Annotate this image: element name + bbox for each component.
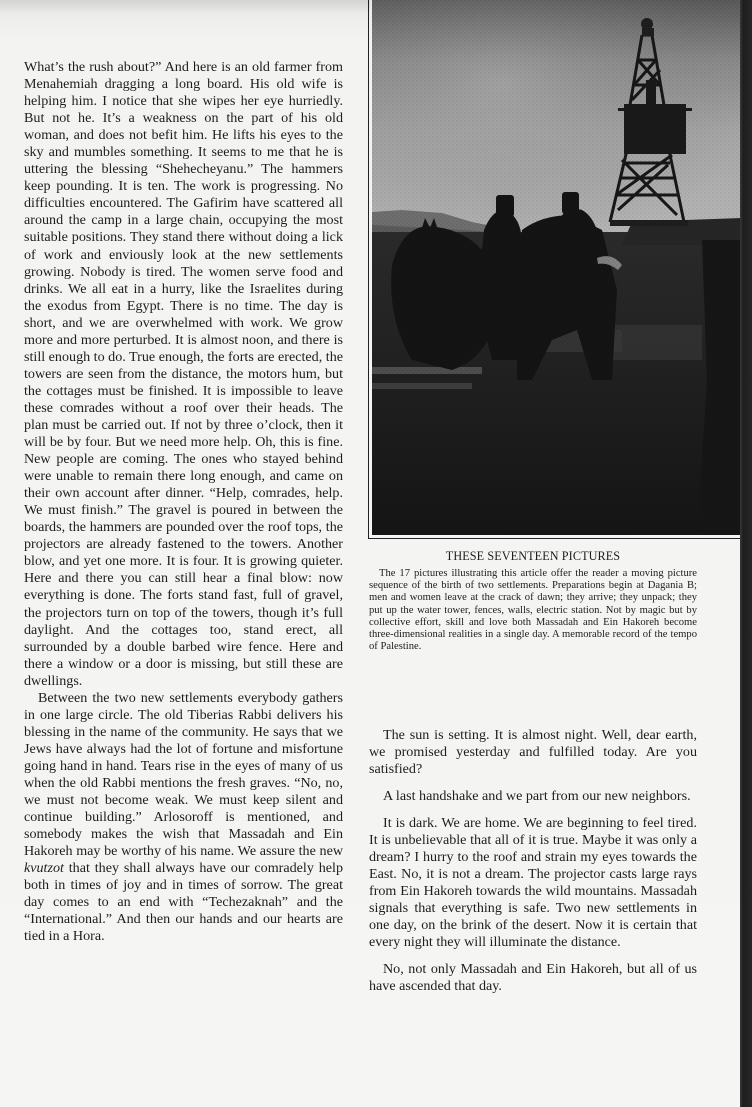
left-text-column <box>24 59 343 945</box>
caption-body: The 17 pictures illustrating this article offer the reader a moving picture sequence of the birth of two settlements. Preparations begin at Dagania B; men and women leave at the crack of dawn; they arrive; they unpack; they put up the water tower, fences, walls, electric station. Not by magic but by collective effort, skill and love both Massadah and Ein Hakoreh become three-dimensional realities in a single day. A memorable record of the tempo of Palestine. <box>369 568 697 653</box>
closing-paragraph-3: It is dark. We are home. We are beginning to feel tired. It is unbelievable that all of it is true. Maybe it was only a dream? I hurry to the roof and strain my eyes towards the East. No, it is not a dream. The projector casts large rays from Ein Hakoreh towards the wild mountains. Massadah signals that everything is safe. Two new settlements in one day, on the brink of the desert. Now it is certain that every night they will illuminate the distance. <box>369 814 697 951</box>
page-binding-edge <box>740 0 752 1107</box>
body-paragraph-1-text: What’s the rush about?” And here is an old farmer from Menahemiah dragging a long board. His old wife is helping him. I notice that she wipes her eye hurriedly. But not he. It’s a weakness on the part of his old woman, and does not befit him. He lifts his eyes to the sky and mumbles something. It seems to me that he is uttering the blessing “Shehecheyanu.” The hammers keep pounding. It is ten. The work is progressing. No difficulties encountered. The Gafirim have scattered all around the camp in a large chain, occupying the most suitable positions. They stand there without doing a lick of work and enviously look at the new settlements growing. Nobody is tired. The women serve food and drinks. We all eat in a hurry, like the Israelites during the exodus from Egypt. There is no time. The day is short, and we are overwhelmed with work. We grow more and more perturbed. It is almost noon, and there is still enough to do. True enough, the forts are erected, the towers are seen from the distance, the motors hum, but the cottages must be finished. It is impossible to leave these comrades without a roof over their heads. The plan must be carried out. If not by three o’clock, then it will be by four. But we need more help. Oh, this is fine. New people are coming. The ones who stayed behind were unable to remain there long enough, and came on their own account after dinner. “Help, comrades, help. We must finish.” The gravel is poured in between the boards, the hammers are pounded over the roof tops, the projectors are already fastened to the towers. Another blow, and yet one more. It is four. It is growing quieter. Here and there you can still hear a final blow: now everything is done. The forts stand fast, full of gravel, the projectors turn on top of the towers, though it’s full daylight. And the cottages too, stand erect, all surrounded by a double barbed wire fence. Here and there a window or a door is missing, but still these are dwellings. <box>24 59 343 689</box>
photo-caption <box>369 549 697 653</box>
right-text-column <box>369 727 697 1005</box>
photo-frame <box>368 0 741 539</box>
closing-paragraph-2: A last handshake and we part from our new neighbors. <box>383 787 691 804</box>
article-photo <box>372 0 741 535</box>
closing-paragraph-4: No, not only Massadah and Ein Hakoreh, but all of us have ascended that day. <box>369 960 697 994</box>
page-top-shadow <box>0 0 370 14</box>
body-paragraph-2 <box>24 690 343 946</box>
body-paragraph-1 <box>24 59 343 690</box>
body-paragraph-2-text-b: that they shall always have our comradely help both in times of joy and in times of sorrow. The great day comes to an end with “Techezaknah” and the “International.” And then our hands and our hearts are tied in a Hora. <box>24 860 343 945</box>
italic-term-kvutzot: kvutzot <box>24 860 64 877</box>
caption-title: THESE SEVENTEEN PICTURES <box>445 549 621 563</box>
photo-illustration <box>372 0 741 535</box>
closing-paragraph-1: The sun is setting. It is almost night. Well, dear earth, we promised yesterday and fulfilled today. Are you satisfied? <box>369 727 697 778</box>
body-paragraph-2-text-a: Between the two new settlements everybody gathers in one large circle. The old Tiberias Rabbi delivers his blessing in the name of the community. He says that we Jews have always had the lot of fortune and misfortune going hand in hand. Tears rise in the eyes of many of us when the old Rabbi mentions the fresh graves. “No, no, we must not become weak. We must keep silent and continue building.” Arlosoroff is mentioned, and somebody makes the wish that Massadah and Ein Hakoreh may be worthy of his name. We assure the new <box>24 689 343 860</box>
